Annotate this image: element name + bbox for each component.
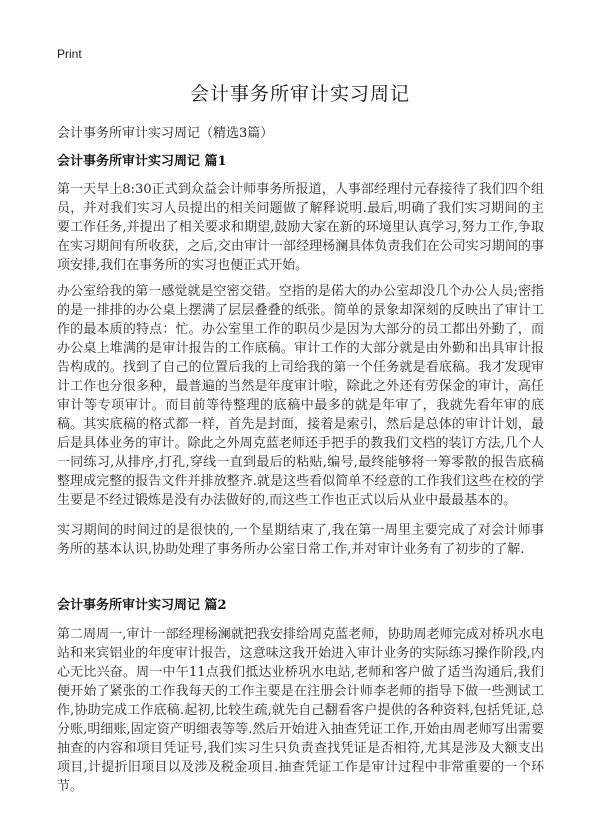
section-heading-2: 会计事务所审计实习周记 篇2: [57, 598, 227, 613]
section-heading-1: 会计事务所审计实习周记 篇1: [57, 154, 227, 169]
page-title: 会计事务所审计实习周记: [189, 83, 410, 105]
document-subtitle: 会计事务所审计实习周记（精选3篇）: [57, 126, 274, 141]
section-1-paragraph-1: 第一天早上8:30正式到众益会计师事务所报道，人事部经理付元春接待了我们四个组员，并对我们实习人员提出的相关问题做了解释说明.最后,明确了我们实习期间的主要工作任务,并提出了相关要求和期望,鼓励大家在新的环境里认真学习,努力工作,争取在实习期间有所收获，之后,交由审计一部经理杨澜具体负责我们在公司实习期间的事项安排,我们在事务所的实习也便正式开始。: [57, 182, 544, 273]
section-1-paragraph-3: 实习期间的时间过的是很快的,一个星期结束了,我在第一周里主要完成了对会计师事务所的基本认识,协助处理了事务所办公室日常工作,并对审计业务有了初步的了解.: [57, 523, 544, 557]
section-2-paragraph-1: 第二周周一,审计一部经理杨澜就把我安排给周克蓝老师，协助周老师完成对桥巩水电站和来宾铝业的年度审计报告，这意味这我开始进入审计业务的实际练习操作阶段,内心无比兴奋。周一中午11点我们抵达业桥巩水电站,老师和客户做了适当沟通后,我们便开始了紧张的工作我每天的工作主要是在注册会计师李老师的指导下做一些测试工作,协助完成工作底稿.起初,比较生疏,就先自己翻看客户提供的各种资料,包括凭证,总分账,明细账,固定资产明细表等等.然后开始进入抽查凭证工作,开始由周老师写出需要抽查的内容和项目凭证号,我们实习生只负责查找凭证是否相符,尤其是涉及大额支出项目,计提折旧项目以及涉及税金项目.抽查凭证工作是审计过程中非常重要的一个环节。: [57, 627, 544, 794]
print-link[interactable]: Print: [57, 47, 82, 61]
section-1-paragraph-2: 办公室给我的第一感觉就是空密交错。空指的是偌大的办公室却没几个办公人员;密指的是一排排的办公桌上摆满了层层叠叠的纸张。简单的景象却深刻的反映出了审计工作的最本质的特点：忙。办公室里工作的职员少是因为大部分的员工都出外勤了，而办公桌上堆满的是审计报告的工作底稿。审计工作的大部分就是由外勤和出具审计报告构成的。找到了自己的位置后我的上司给我的第一个任务就是看底稿。我才发现审计工作也分很多种，最普遍的当然是年度审计啦，除此之外还有劳保金的审计，高任审计等专项审计。而目前等待整理的底稿中最多的就是年审了，我就先看年审的底稿。其实底稿的格式都一样，首先是封面，接着是索引，然后是总体的审计计划，最后是具体业务的审计。除此之外周克蓝老师还手把手的教我们文档的装订方法,几个人一同练习,从排序,打孔,穿线一直到最后的粘贴,编号,最终能够将一筹零散的报告底稿整理成完整的报告文件并排放整齐.就是这些看似简单不经意的工作我们这些在校的学生要是不经过锻炼是没有办法做好的,而这些工作也正式以后从业中最最基本的。: [57, 284, 544, 508]
